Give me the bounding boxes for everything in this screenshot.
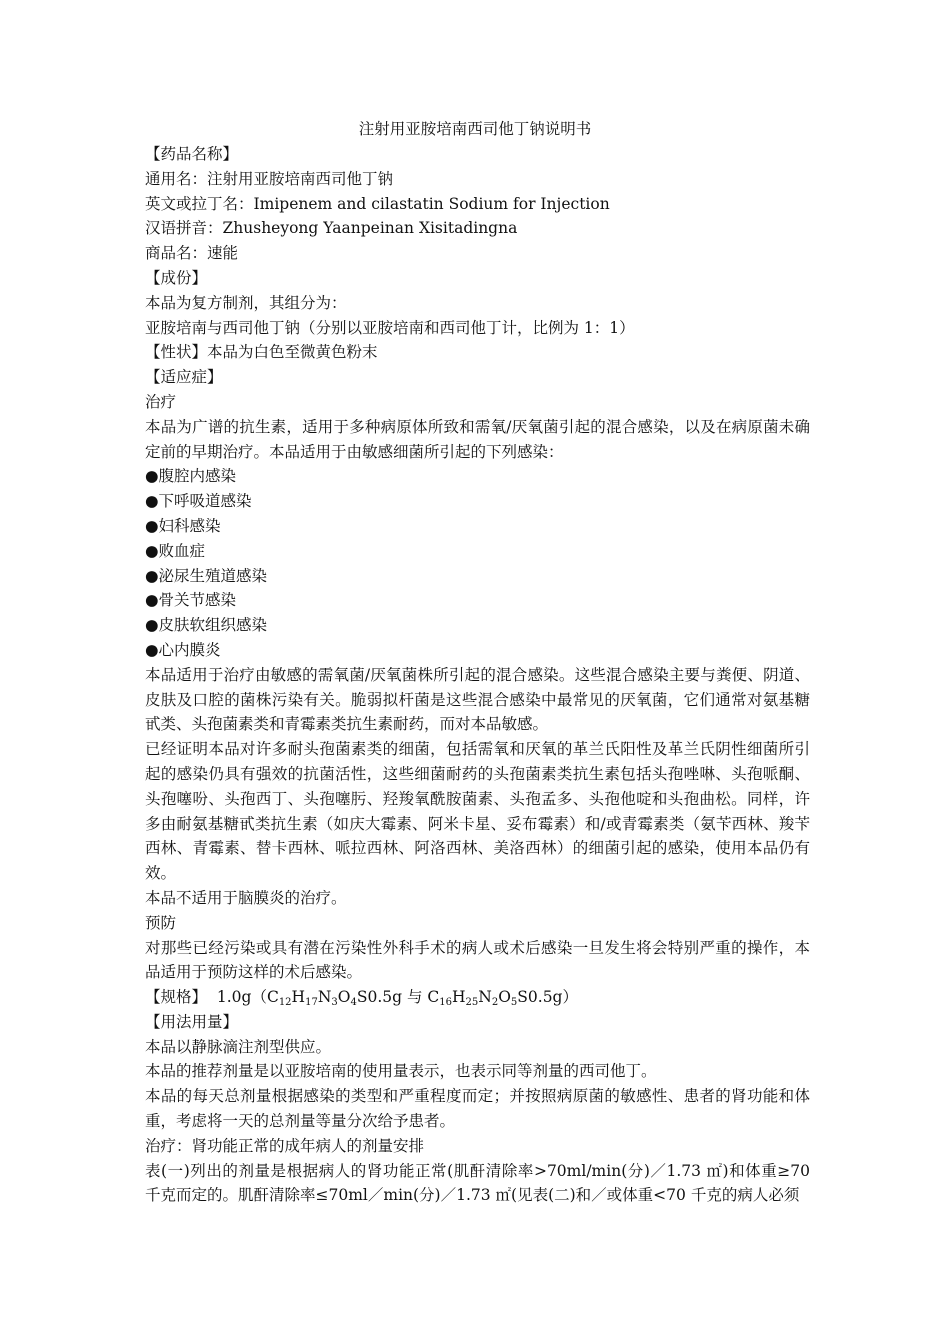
indications-paragraph-3: 已经证明本品对许多耐头孢菌素类的细菌，包括需氧和厌氧的革兰氏阳性及革兰氏阴性细菌所引起的感染仍具有强效的抗菌活性，这些细菌耐药的头孢菌素类抗生素包括头孢唑啉、头孢哌酮、头孢噻吩、头孢西丁、头孢噻肟、羟羧氧酰胺菌素、头孢孟多、头孢他啶和头孢曲松。同样，许多由耐氨基糖甙类抗生素（如庆大霉素、阿米卡星、妥布霉素）和/或青霉素类（氨苄西林、羧苄西林、青霉素、替卡西林、哌拉西林、阿洛西林、美洛西林）的细菌引起的感染，使用本品仍有效。 — [145, 740, 810, 883]
list-item — [145, 564, 810, 589]
section-header-drug-name: 【药品名称】 — [145, 145, 239, 163]
indication-bullet-list — [145, 464, 810, 662]
formula-text: S0.5g 与 C — [356, 988, 440, 1007]
bullet-icon: ● — [145, 640, 159, 659]
specification-line — [145, 985, 810, 1010]
formula-subscript: 4 — [350, 997, 357, 1009]
list-item-text: 骨关节感染 — [158, 591, 237, 610]
list-item — [145, 539, 810, 564]
section-header-composition: 【成份】 — [145, 268, 208, 287]
bullet-icon: ● — [145, 492, 159, 511]
list-item-text: 妇科感染 — [158, 516, 221, 535]
specification-label: 【规格】 — [145, 988, 208, 1007]
list-item — [145, 514, 810, 539]
section-header-dosage: 【用法用量】 — [145, 1012, 239, 1031]
formula-subscript: 2 — [491, 997, 499, 1009]
list-item — [145, 588, 810, 613]
dosage-treatment-line: 治疗：肾功能正常的成年病人的剂量安排 — [145, 1136, 425, 1155]
english-name: 英文或拉丁名：Imipenem and cilastatin Sodium for Injection — [145, 194, 610, 213]
dosage-line-2: 本品的推荐剂量是以亚胺培南的使用量表示，也表示同等剂量的西司他丁。 — [145, 1062, 657, 1081]
formula-text: N — [478, 988, 492, 1007]
list-item — [145, 464, 810, 489]
formula-text: O — [337, 988, 351, 1007]
list-item-text: 下呼吸道感染 — [158, 492, 252, 511]
bullet-icon: ● — [145, 616, 159, 635]
bullet-icon: ● — [145, 516, 159, 535]
trade-name: 商品名：速能 — [145, 244, 239, 263]
formula-text: N — [317, 988, 332, 1007]
prevention-label: 预防 — [145, 913, 177, 932]
formula-text: H — [291, 988, 306, 1007]
dosage-paragraph-5: 表(一)列出的剂量是根据病人的肾功能正常(肌酐清除率>70ml/min(分)／1.73 ㎡)和体重≥70 千克而定的。肌酐清除率≤70ml／min(分)／1.73 ㎡(见表(二)和／或体重<70 千克的病人必须 — [145, 1161, 810, 1205]
prevention-paragraph: 对那些已经污染或具有潜在污染性外科手术的病人或术后感染一旦发生将会特别严重的操作，本品适用于预防这样的术后感染。 — [145, 938, 810, 982]
document-title: 注射用亚胺培南西司他丁钠说明书 — [358, 120, 592, 138]
treatment-label: 治疗 — [145, 392, 177, 411]
list-item-text: 败血症 — [158, 541, 206, 560]
bullet-icon: ● — [145, 467, 159, 486]
bullet-icon: ● — [145, 566, 159, 585]
formula-subscript: 12 — [278, 997, 292, 1009]
appearance-line: 【性状】本品为白色至微黄色粉末 — [145, 343, 378, 362]
chemical-formula-2 — [439, 988, 578, 1009]
pinyin-name: 汉语拼音：Zhusheyong Yaanpeinan Xisitadingna — [145, 219, 518, 238]
formula-subscript: 5 — [510, 997, 518, 1009]
list-item-text: 腹腔内感染 — [158, 467, 237, 486]
formula-text: O — [498, 988, 511, 1007]
formula-text: H — [451, 988, 466, 1007]
specification-amount: 1.0g（C — [216, 988, 279, 1007]
bullet-icon: ● — [145, 591, 159, 610]
formula-subscript: 17 — [305, 997, 318, 1009]
formula-subscript: 3 — [331, 997, 338, 1009]
list-item-text: 皮肤软组织感染 — [158, 616, 268, 635]
dosage-paragraph-3: 本品的每天总剂量根据感染的类型和严重程度而定；并按照病原菌的敏感性、患者的肾功能和体重，考虑将一天的总剂量等量分次给予患者。 — [145, 1087, 810, 1131]
composition-line-1: 本品为复方制剂，其组分为： — [145, 293, 347, 312]
generic-name: 通用名：注射用亚胺培南西司他丁钠 — [145, 169, 394, 188]
section-header-indications: 【适应症】 — [145, 368, 223, 387]
list-item — [145, 613, 810, 638]
list-item-text: 泌尿生殖道感染 — [158, 566, 268, 585]
chemical-formula-1 — [278, 988, 440, 1009]
formula-subscript: 16 — [439, 997, 452, 1009]
bullet-icon: ● — [145, 541, 159, 560]
dosage-line-1: 本品以静脉滴注剂型供应。 — [145, 1037, 332, 1056]
composition-line-2: 亚胺培南与西司他丁钠（分别以亚胺培南和西司他丁计，比例为 1：1） — [145, 318, 635, 337]
indications-paragraph-1: 本品为广谱的抗生素，适用于多种病原体所致和需氧/厌氧菌引起的混合感染，以及在病原菌未确定前的早期治疗。本品适用于由敏感细菌所引起的下列感染： — [145, 417, 810, 461]
list-item — [145, 638, 810, 663]
document-body — [145, 142, 810, 1208]
indications-paragraph-2: 本品适用于治疗由敏感的需氧菌/厌氧菌株所引起的混合感染。这些混合感染主要与粪便、阴道、皮肤及口腔的菌株污染有关。脆弱拟杆菌是这些混合感染中最常见的厌氧菌，它们通常对氨基糖甙类、头孢菌素类和青霉素类抗生素耐药，而对本品敏感。 — [145, 665, 810, 734]
list-item-text: 心内膜炎 — [158, 640, 221, 659]
formula-text: S0.5g） — [517, 988, 578, 1007]
list-item — [145, 489, 810, 514]
formula-subscript: 25 — [465, 997, 479, 1009]
indications-paragraph-4: 本品不适用于脑膜炎的治疗。 — [145, 888, 347, 907]
